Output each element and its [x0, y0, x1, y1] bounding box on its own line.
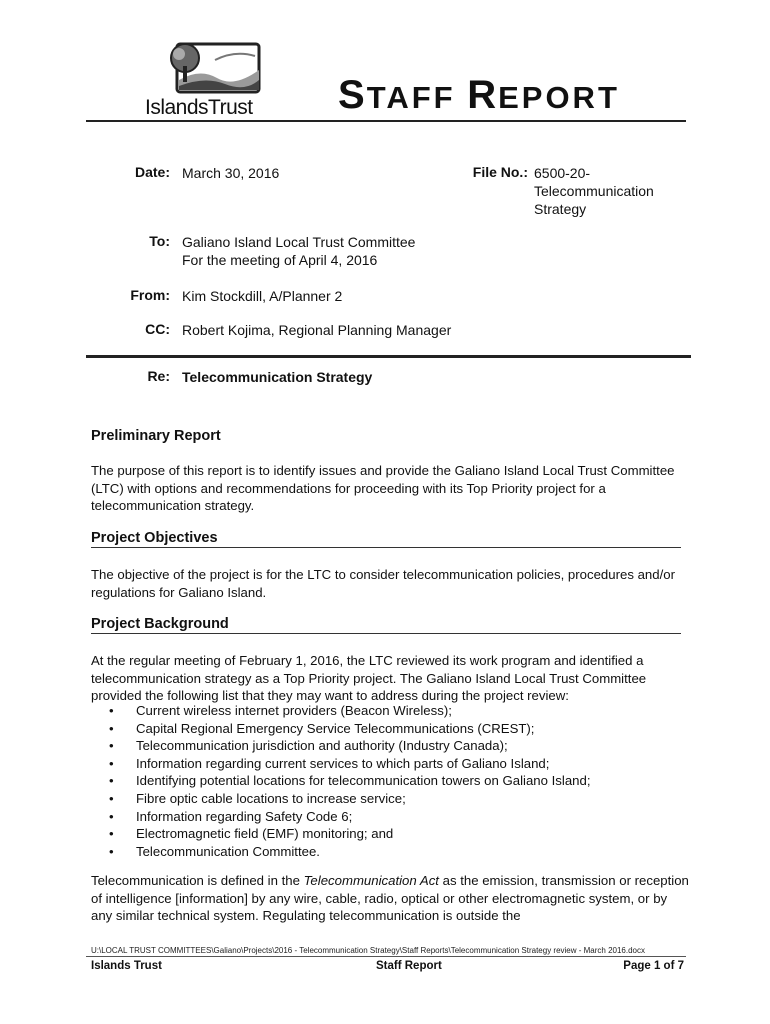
cc-label: CC: — [145, 321, 170, 337]
to-label: To: — [149, 233, 170, 249]
footer-document-type: Staff Report — [376, 960, 442, 972]
date-label: Date: — [134, 164, 170, 180]
logo-tree-landscape-icon — [155, 40, 265, 96]
to-value: Galiano Island Local Trust Committee For the meeting of April 4, 2016 — [182, 234, 416, 268]
file-value: 6500-20- Telecommunication Strategy — [534, 165, 654, 217]
re-rule — [86, 355, 691, 358]
re-label: Re: — [147, 368, 170, 384]
footer-organization: Islands Trust — [91, 960, 162, 972]
title-rule — [86, 120, 686, 122]
project-objectives-heading: Project Objectives — [91, 530, 218, 546]
list-item: • Electromagnetic field (EMF) monitoring; and — [136, 825, 696, 843]
list-item: • Fibre optic cable locations to increase service; — [136, 790, 696, 808]
cc-value: Robert Kojima, Regional Planning Manager — [182, 322, 452, 338]
date-value: March 30, 2016 — [182, 165, 280, 181]
list-item: • Information regarding current services to which parts of Galiano Island; — [136, 755, 696, 773]
project-background-text: At the regular meeting of February 1, 2016, the LTC reviewed its work program and identified a telecommunication strategy as a Top Priority project. The Galiano Island Local Trust Committee provided the following list that they may want to address during the project review: — [91, 653, 647, 704]
project-background-heading: Project Background — [91, 616, 229, 632]
list-item: • Capital Regional Emergency Service Telecommunications (CREST); — [136, 720, 696, 738]
footer-file-path: U:\LOCAL TRUST COMMITTEES\Galiano\Projects\2016 - Telecommunication Strategy\Staff Reports\Telecommunication Strategy review - March 2016.docx — [91, 946, 646, 955]
footer-rule — [86, 956, 686, 957]
list-item: • Current wireless internet providers (Beacon Wireless); — [136, 702, 696, 720]
preliminary-report-text: The purpose of this report is to identify issues and provide the Galiano Island Local Trust Committee (LTC) with options and recommendations for proceeding with its Top Priority project for a telecommunication strategy. — [91, 463, 675, 514]
re-value: Telecommunication Strategy — [182, 369, 373, 385]
project-objectives-rule — [91, 547, 681, 548]
file-label: File No.: — [472, 164, 528, 180]
definition-paragraph: Telecommunication is defined in the Telecommunication Act as the emission, transmission or reception of intelligence [information] by any wire, cable, radio, optical or other electromagnetic system, or by any similar technical system. Regulating telecommunication is outside the — [91, 873, 689, 924]
logo-text: IslandsTrust — [145, 96, 253, 119]
list-item: • Identifying potential locations for telecommunication towers on Galiano Island; — [136, 772, 696, 790]
telecommunication-act-title: Telecommunication Act — [303, 873, 439, 888]
project-objectives-text: The objective of the project is for the LTC to consider telecommunication policies, procedures and/or regulations for Galiano Island. — [91, 567, 675, 600]
background-bullet-list — [91, 702, 696, 860]
from-value: Kim Stockdill, A/Planner 2 — [182, 288, 343, 304]
list-item: • Telecommunication jurisdiction and authority (Industry Canada); — [136, 737, 696, 755]
islands-trust-logo — [145, 40, 275, 122]
footer-page-number: Page 1 of 7 — [623, 960, 684, 972]
from-label: From: — [130, 287, 170, 303]
page-title: STAFF REPORT — [338, 73, 620, 117]
list-item: • Information regarding Safety Code 6; — [136, 808, 696, 826]
project-background-rule — [91, 633, 681, 634]
preliminary-report-heading: Preliminary Report — [91, 428, 221, 444]
list-item: • Telecommunication Committee. — [136, 843, 696, 861]
